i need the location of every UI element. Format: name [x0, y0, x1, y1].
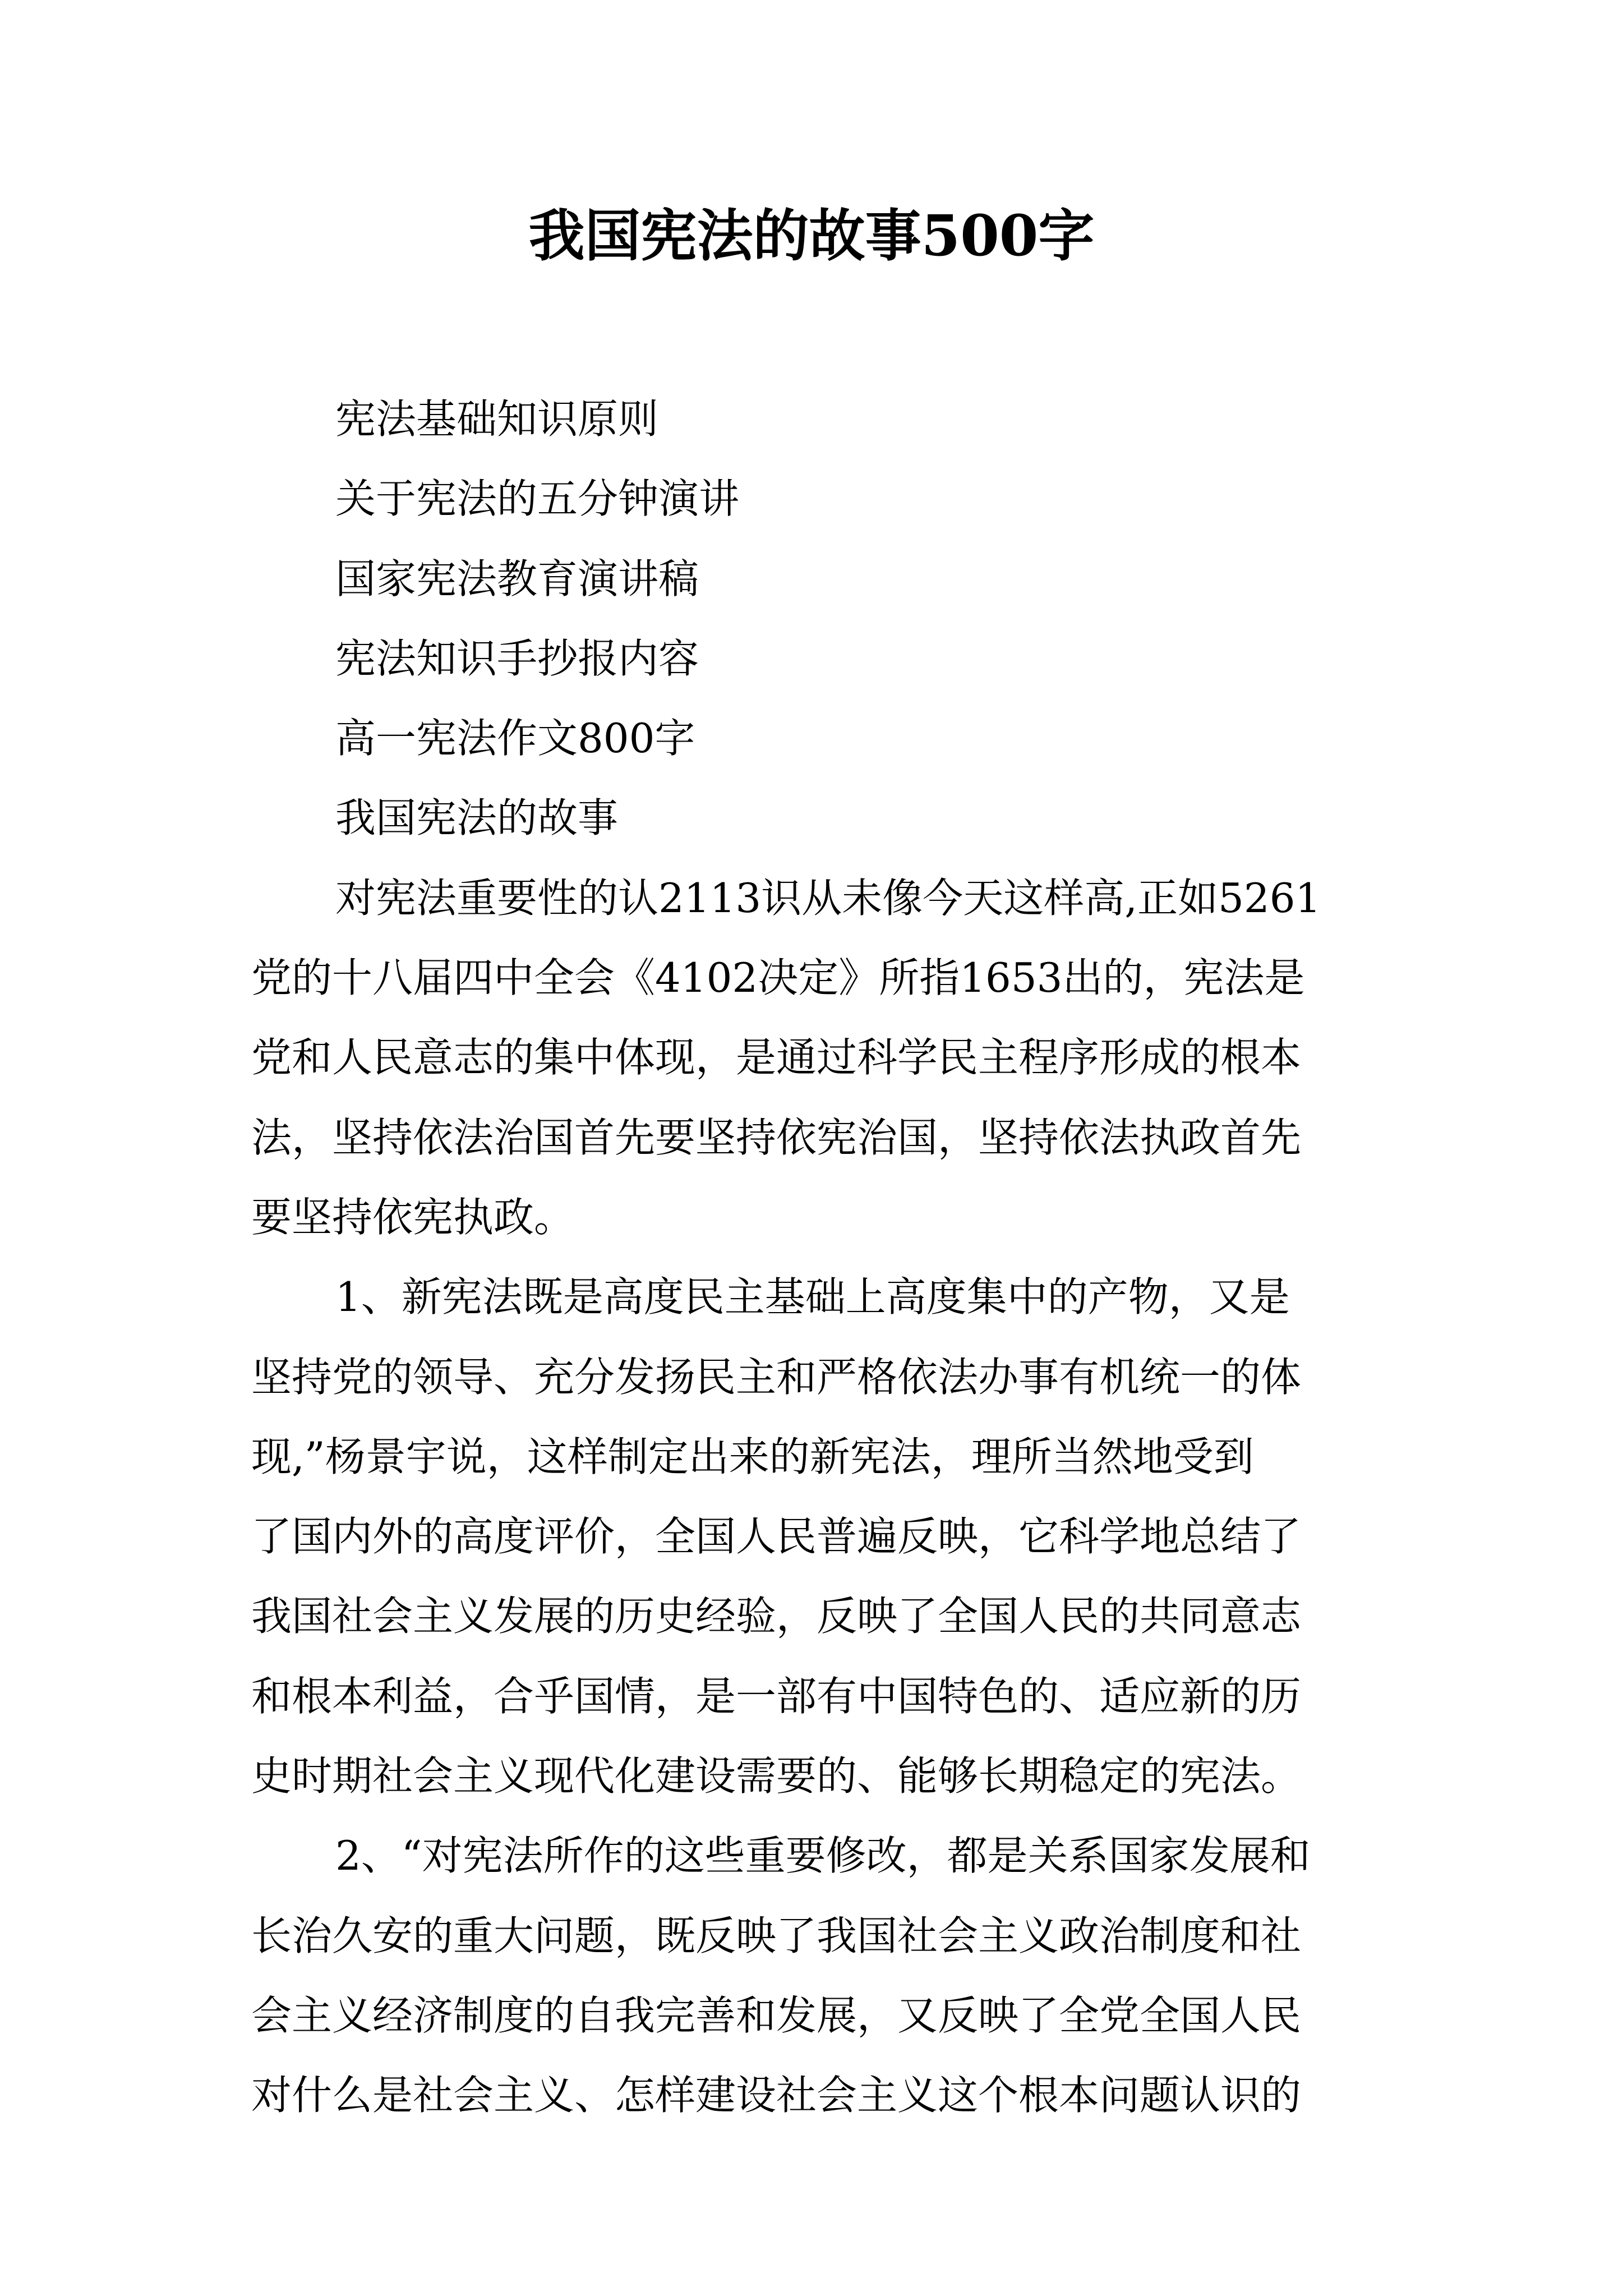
text-line: 党和人民意志的集中体现，是通过科学民主程序形成的根本 — [251, 1034, 1302, 1082]
text-line: 关于宪法的五分钟演讲 — [335, 475, 740, 523]
text-line: 要坚持依宪执政。 — [251, 1193, 575, 1241]
text-line: 会主义经济制度的自我完善和发展，又反映了全党全国人民 — [251, 1991, 1302, 2039]
text-line: 国家宪法教育演讲稿 — [335, 555, 699, 602]
text-line: 了国内外的高度评价，全国人民普遍反映，它科学地总结了 — [251, 1513, 1302, 1561]
text-line: 宪法知识手抄报内容 — [335, 634, 699, 682]
text-line: 高一宪法作文800字 — [335, 715, 695, 762]
text-line: 2、“对宪法所作的这些重要修改，都是关系国家发展和 — [335, 1832, 1311, 1880]
text-line: 宪法基础知识原则 — [335, 395, 659, 443]
text-line: 现,”杨景宇说，这样制定出来的新宪法，理所当然地受到 — [251, 1433, 1254, 1480]
document-title: 我国宪法的故事500字 — [528, 203, 1095, 269]
text-line: 长治久安的重大问题，既反映了我国社会主义政治制度和社 — [251, 1912, 1302, 1959]
text-line: 我国宪法的故事 — [335, 794, 619, 842]
text-line: 史时期社会主义现代化建设需要的、能够长期稳定的宪法。 — [251, 1752, 1302, 1800]
document-body — [251, 379, 1384, 2136]
text-line: 法，坚持依法治国首先要坚持依宪治国，坚持依法执政首先 — [251, 1114, 1302, 1161]
text-line: 1、新宪法既是高度民主基础上高度集中的产物，又是 — [335, 1273, 1290, 1321]
text-line: 坚持党的领导、充分发扬民主和严格依法办事有机统一的体 — [251, 1353, 1302, 1401]
text-line: 对什么是社会主义、怎样建设社会主义这个根本问题认识的 — [251, 2072, 1302, 2119]
text-line: 对宪法重要性的认2113识从未像今天这样高,正如5261 — [335, 874, 1321, 922]
text-line: 和根本利益，合乎国情，是一部有中国特色的、适应新的历 — [251, 1672, 1302, 1720]
text-line: 党的十八届四中全会《4102决定》所指1653出的，宪法是 — [251, 954, 1305, 1002]
text-line: 我国社会主义发展的历史经验，反映了全国人民的共同意志 — [251, 1593, 1302, 1640]
